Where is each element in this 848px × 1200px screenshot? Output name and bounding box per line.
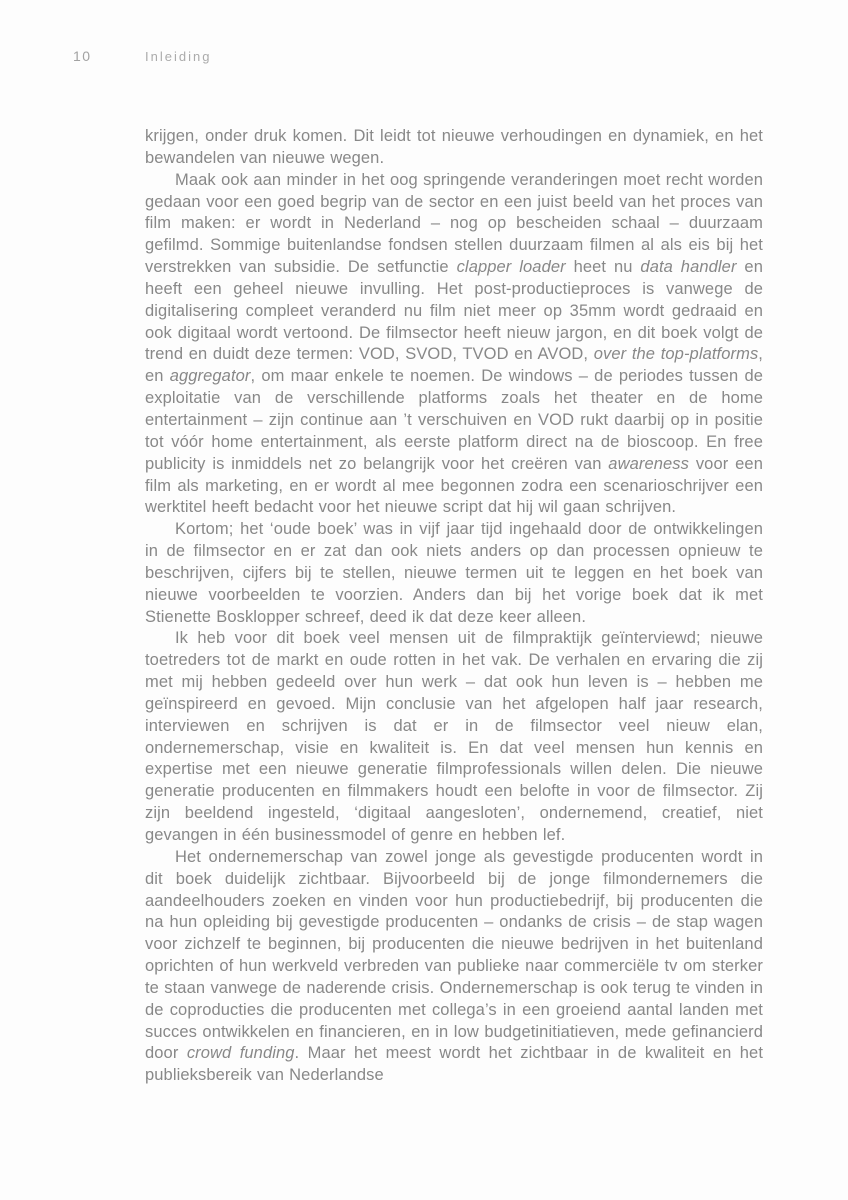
paragraph <box>145 170 763 520</box>
italic-term: over the top-platforms <box>593 345 759 364</box>
text-run: Ik heb voor dit boek veel mensen uit de filmpraktijk geïnterviewd; nieuwe toetreders tot de markt en oude rotten in het vak. De verhalen en ervaring die zij met mij hebben gedeeld over hun werk – dat ook hun leven is – hebben me geïnspireerd en gevoed. Mijn conclusie van het afgelopen half jaar research, interviewen en schrijven is dat er in de filmsector veel nieuw elan, ondernemerschap, visie en kwaliteit is. En dat veel mensen hun kennis en expertise met een nieuwe generatie filmprofessionals willen delen. Die nieuwe generatie producenten en filmmakers houdt een belofte in voor de filmsector. Zij zijn beeldend ingesteld, ‘digitaal aangesloten’, ondernemend, creatief, niet gevangen in één businessmodel of genre en hebben lef. <box>145 629 763 844</box>
text-run: en heeft een geheel nieuwe invulling. Het post-productieproces is vanwege de digitalisering compleet veranderd nu film niet meer op 35mm wordt gedraaid en ook digitaal wordt vertoond. De filmsector heeft nieuw jargon, en dit boek volgt de trend en duidt deze termen: VOD, SVOD, TVOD en AVOD, <box>145 258 763 364</box>
italic-term: crowd funding <box>186 1044 295 1063</box>
paragraph <box>145 519 763 628</box>
text-run: , en <box>145 345 763 386</box>
text-run: Het ondernemerschap van zowel jonge als gevestigde producenten wordt in dit boek duidelijk zichtbaar. Bijvoorbeeld bij de jonge filmondernemers die aandeelhouders zoeken en vinden voor hun productiebedrijf, bij producenten die na hun opleiding bij gevestigde producenten – ondanks de crisis – de stap wagen voor zichzelf te beginnen, bij producenten die nieuwe bedrijven in het buitenland oprichten of hun werkveld verbreden van publieke naar commerciële tv om sterker te staan vanwege de naderende crisis. Ondernemerschap is ook terug te vinden in de coproducties die producenten met collega’s in een groeiend aantal landen met succes ontwikkelen en financieren, en in low budgetinitiatieven, mede gefinancierd door <box>145 847 763 1063</box>
text-run: Kortom; het ‘oude boek’ was in vijf jaar tijd ingehaald door de ontwikkelingen in de filmsector en er zat dan ook niets anders op dan processen opnieuw te beschrijven, cijfers bij te stellen, nieuwe termen uit te leggen en het boek van nieuwe voorbeelden te voorzien. Anders dan bij het vorige boek dat ik met Stienette Bosklopper schreef, deed ik dat deze keer alleen. <box>145 520 763 626</box>
italic-term: data handler <box>640 258 737 277</box>
italic-term: aggregator <box>169 367 251 386</box>
text-run: . Maar het meest wordt het zichtbaar in de kwaliteit en het publieksbereik van Nederlandse <box>145 1044 764 1085</box>
italic-term: clapper loader <box>456 258 566 277</box>
text-run: krijgen, onder druk komen. Dit leidt tot nieuwe verhoudingen en dynamiek, en het bewandelen van nieuwe wegen. <box>145 127 763 167</box>
page-number: 10 <box>73 48 92 64</box>
text-run: , om maar enkele te noemen. De windows – de periodes tussen de exploitatie van de verschillende platforms zoals het theater en de home entertainment – zijn continue aan ’t verschuiven en VOD rukt daarbij op in positie tot vóór home entertainment, als eerste platform direct na de bioscoop. En free publicity is inmiddels net zo belangrijk voor het creëren van <box>145 367 763 473</box>
paragraph <box>145 847 763 1087</box>
paragraph <box>145 628 763 846</box>
italic-term: awareness <box>608 454 689 473</box>
running-head: Inleiding <box>145 49 212 64</box>
text-run: voor een film als marketing, en er wordt al mee begonnen zodra een scenarioschrijver een werktitel heeft bedacht voor het nieuwe script dat hij wil gaan schrijven. <box>145 454 763 517</box>
text-column <box>145 126 763 1087</box>
paragraph <box>145 126 763 170</box>
text-run: heet nu <box>565 258 641 277</box>
text-run: Maak ook aan minder in het oog springende veranderingen moet recht worden gedaan voor een goed begrip van de sector en een juist beeld van het proces van film maken: er wordt in Nederland – nog op bescheiden schaal – duurzaam gefilmd. Sommige buitenlandse fondsen stellen duurzaam filmen al als eis bij het verstrekken van subsidie. De setfunctie <box>145 170 763 277</box>
page-header <box>0 48 848 68</box>
